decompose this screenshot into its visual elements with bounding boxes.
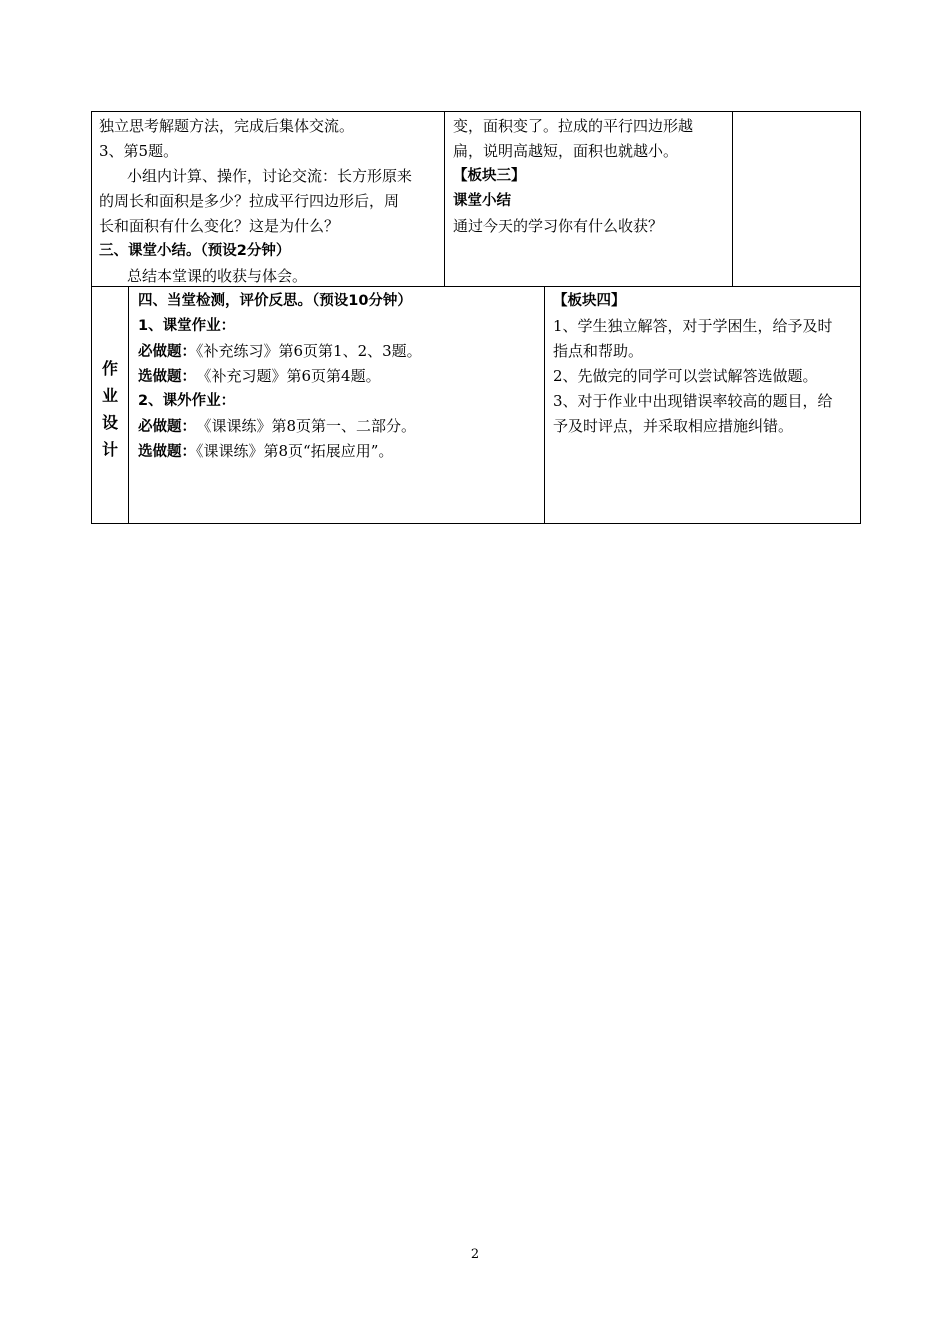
homework-table-divider-2 <box>544 286 545 524</box>
homework-right-cell <box>553 289 833 439</box>
optional-label: 选做题： <box>138 444 196 460</box>
block-subheading: 课堂小结 <box>453 193 511 209</box>
label-char: 业 <box>101 386 118 405</box>
text-line: 小组内计算、操作，讨论交流：长方形原来 <box>127 167 413 185</box>
required-label: 必做题： <box>138 419 196 435</box>
text-line: 变，面积变了。拉成的平行四边形越 <box>453 117 694 135</box>
subheading: 1、课堂作业： <box>138 318 236 334</box>
required-label: 必做题： <box>138 344 196 360</box>
text-line: 2、先做完的同学可以尝试解答选做题。 <box>553 367 818 385</box>
label-char: 设 <box>101 413 118 432</box>
optional-text: 《补充习题》第6页第4题。 <box>204 367 381 385</box>
text-line: 的周长和面积是多少？拉成平行四边形后，周 <box>99 192 400 210</box>
text-line: 独立思考解题方法，完成后集体交流。 <box>99 117 355 135</box>
text-line: 长和面积有什么变化？这是为什么？ <box>99 217 340 235</box>
block-heading: 【板块四】 <box>553 293 626 309</box>
text-line: 1、学生独立解答，对于学困生，给予及时 <box>553 317 833 335</box>
homework-left-cell <box>138 289 422 464</box>
text-line <box>138 364 422 389</box>
text-line: 通过今天的学习你有什么收获？ <box>453 217 664 235</box>
label-char: 作 <box>101 359 118 378</box>
optional-label: 选做题： <box>138 369 196 385</box>
text-line <box>138 414 422 439</box>
page-number: 2 <box>470 1247 480 1262</box>
text-line <box>138 339 422 364</box>
text-line: 总结本堂课的收获与体会。 <box>127 267 308 285</box>
block-heading: 【板块三】 <box>453 168 526 184</box>
required-text: 《课课练》第8页第一、二部分。 <box>204 417 417 435</box>
text-line <box>138 439 422 464</box>
homework-table-divider-1 <box>128 286 129 524</box>
text-line: 指点和帮助。 <box>553 342 644 360</box>
top-table-divider-1 <box>444 111 445 287</box>
optional-text: 《课课练》第8页“拓展应用”。 <box>196 442 394 460</box>
top-left-cell <box>99 114 412 289</box>
label-char: 计 <box>101 440 118 459</box>
text-line: 扁，说明高越短，面积也就越小。 <box>453 142 679 160</box>
top-middle-cell <box>453 114 693 239</box>
text-line: 予及时评点，并采取相应措施纠错。 <box>553 417 794 435</box>
text-line: 3、第5题。 <box>99 142 179 160</box>
top-table-divider-2 <box>732 111 733 287</box>
required-text: 《补充练习》第6页第1、2、3题。 <box>196 342 422 360</box>
subheading: 2、课外作业： <box>138 393 236 409</box>
homework-design-label <box>96 355 124 463</box>
section-heading: 三、课堂小结。（预设2分钟） <box>99 243 291 259</box>
text-line: 3、对于作业中出现错误率较高的题目，给 <box>553 392 833 410</box>
section-heading: 四、当堂检测，评价反思。（预设10分钟） <box>138 293 412 309</box>
